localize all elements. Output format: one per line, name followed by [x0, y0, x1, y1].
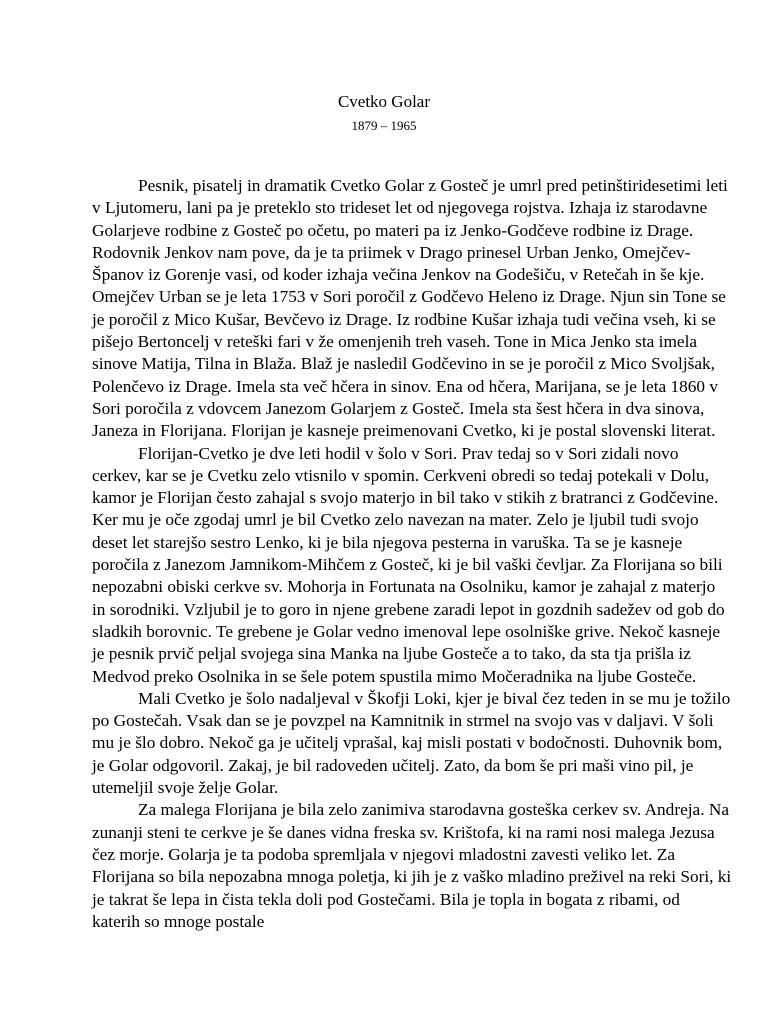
document-title: Cvetko Golar: [337, 92, 431, 111]
document-body: [92, 175, 732, 933]
paragraph: Mali Cvetko je šolo nadaljeval v Škofji Loki, kjer je bival čez teden in se mu je tožilo po Gostečah. Vsak dan se je povzpel na Kamnitnik in strmel na svojo vas v daljavi. V šoli mu je šlo dobro. Nekoč ga je učitelj vprašal, kaj misli postati v bodočnosti. Duhovnik bom, je Golar odgovoril. Zakaj, je bil radoveden učitelj. Zato, da bom še pri maši vino pil, je utemeljil svoje želje Golar.: [92, 688, 731, 798]
paragraph: Florijan-Cvetko je dve leti hodil v šolo v Sori. Prav tedaj so v Sori zidali novo cerkev, kar se je Cvetku zelo vtisnilo v spomin. Cerkveni obredi so tedaj potekali v Dolu, kamor je Florijan često zahajal s svojo materjo in bil tako v stikih z bratranci z Godčevine. Ker mu je oče zgodaj umrl je bil Cvetko zelo navezan na mater. Zelo je ljubil tudi svojo deset let starejšo sestro Lenko, ki je bila njegova pesterna in varuška. Ta se je kasneje poročila z Janezom Jamnikom-Mihčem z Gosteč, ki je bil vaški čevljar. Za Florijana so bili nepozabni obiski cerkve sv. Mohorja in Fortunata na Osolniku, kamor je zahajal z materjo in sorodniki. Vzljubil je to goro in njene grebene zaradi lepot in gozdnih sadežev od gob do sladkih borovnic. Te grebene je Golar vedno imenoval lepe osolniške grive. Nekoč kasneje je pesnik prvič peljal svojega sina Manka na ljube Gosteče a to tako, da sta tja prišla iz Medvod preko Osolnika in se šele potem spustila mimo Močeradnika na ljube Gosteče.: [92, 443, 725, 686]
life-dates: 1879 – 1965: [351, 118, 417, 133]
paragraph: Za malega Florijana je bila zelo zanimiva starodavna gosteška cerkev sv. Andreja. Na zunanji steni te cerkve je še danes vidna freska sv. Krištofa, ki na rami nosi malega Jezusa čez morje. Golarja je ta podoba spremljala v njegovi mladostni zavesti veliko let. Za Florijana so bila nepozabna mnoga poletja, ki jih je z vaško mladino preživel na reki Sori, ki je takrat še lepa in čista tekla doli pod Gostečami. Bila je topla in bogata z ribami, od katerih so mnoge postale: [92, 800, 732, 931]
paragraph: Pesnik, pisatelj in dramatik Cvetko Golar z Gosteč je umrl pred petinštiridesetimi leti v Ljutomeru, lani pa je preteklo sto trideset let od njegovega rojstva. Izhaja iz starodavne Golarjeve rodbine z Gosteč po očetu, po materi pa iz Jenko-Godčeve rodbine iz Drage. Rodovnik Jenkov nam pove, da je ta priimek v Drago prinesel Urban Jenko, Omejčev-Španov iz Gorenje vasi, od koder izhaja večina Jenkov na Godešiču, v Retečah in še kje. Omejčev Urban se je leta 1753 v Sori poročil z Godčevo Heleno iz Drage. Njun sin Tone se je poročil z Mico Kušar, Bevčevo iz Drage. Iz rodbine Kušar izhaja tudi večina vseh, ki se pišejo Bertoncelj v reteški fari v že omenjenih treh vaseh. Tone in Mica Jenko sta imela sinove Matija, Tilna in Blaža. Blaž je nasledil Godčevino in se je poročil z Mico Svoljšak, Polenčevo iz Drage. Imela sta več hčera in sinov. Ena od hčera, Marijana, se je leta 1860 v Sori poročila z vdovcem Janezom Golarjem z Gosteč. Imela sta šest hčera in dva sinova, Janeza in Florijana. Florijan je kasneje preimenovani Cvetko, ki je postal slovenski literat.: [92, 176, 728, 441]
